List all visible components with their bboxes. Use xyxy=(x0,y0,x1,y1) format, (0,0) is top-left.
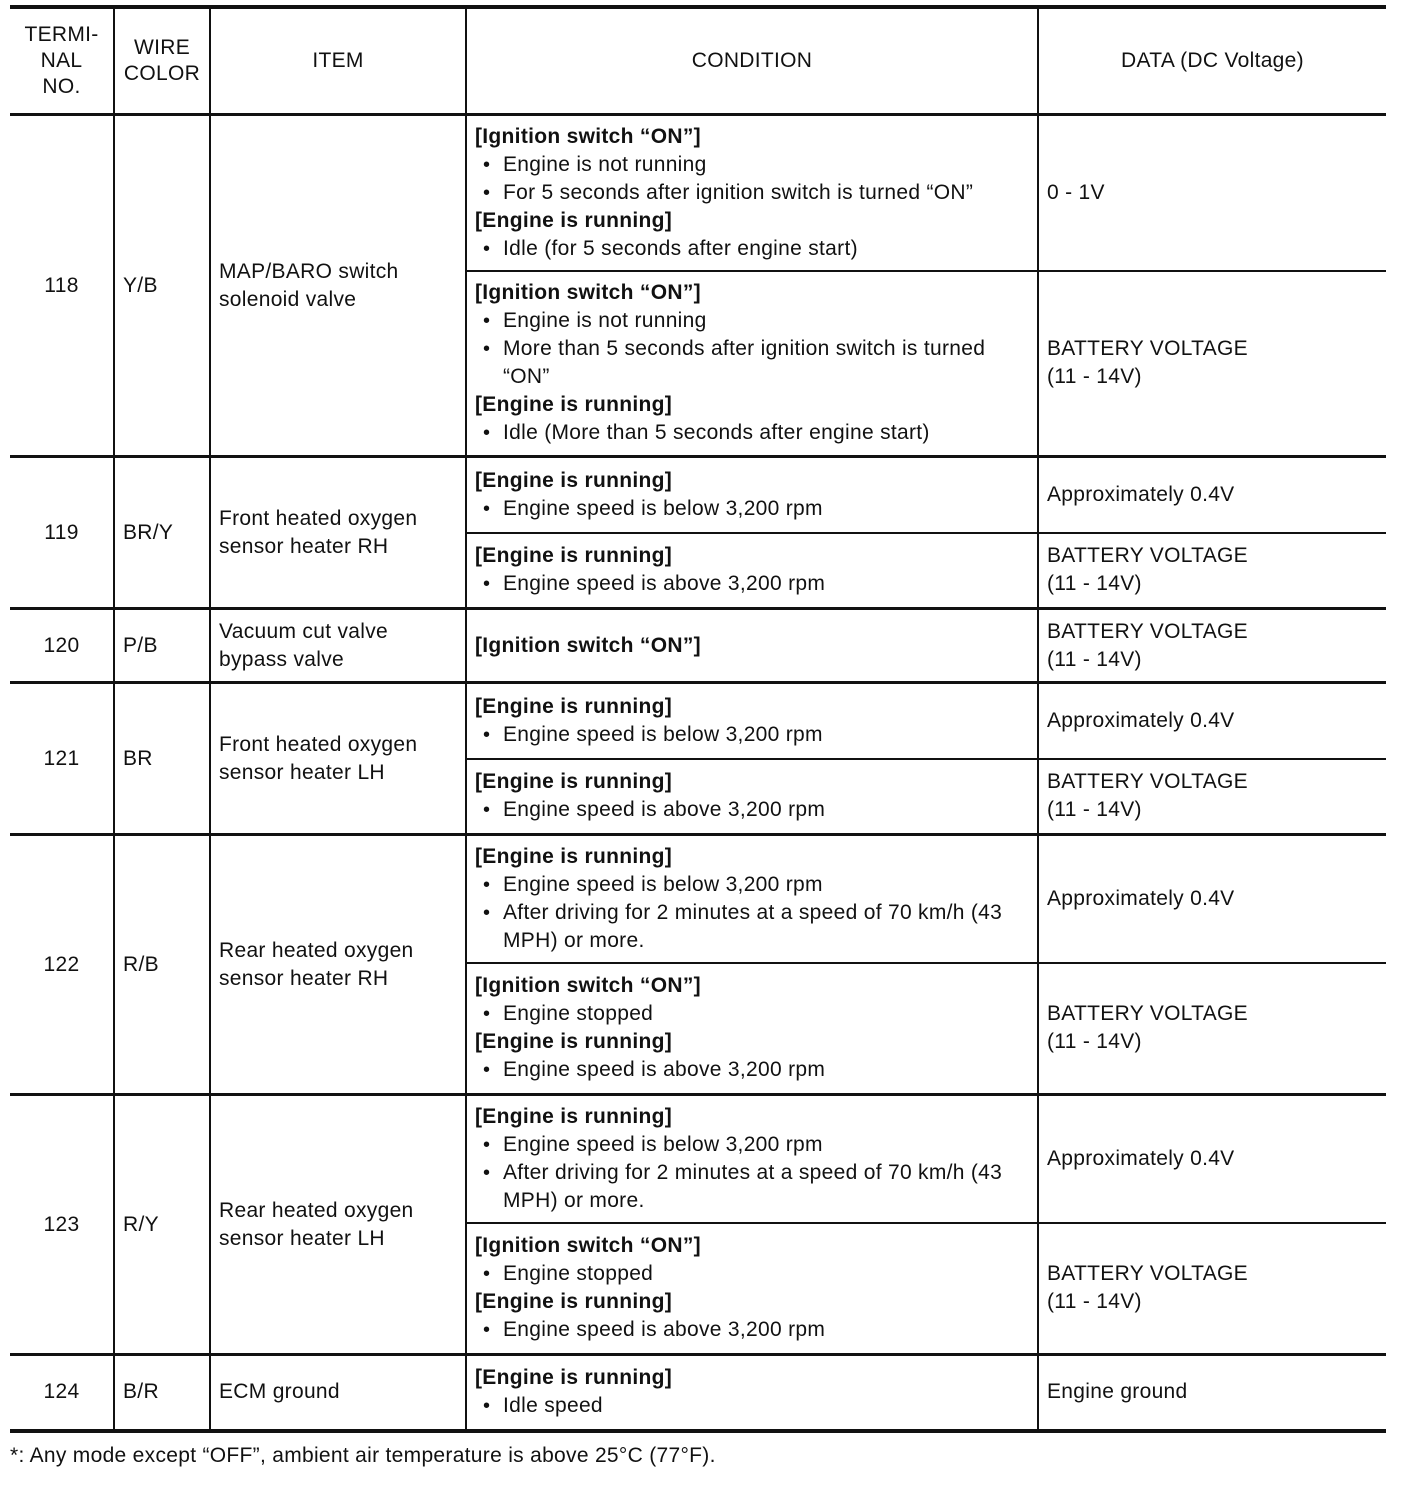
terminal-number: 123 xyxy=(10,1095,114,1355)
item-name: Front heated oxygen sensor heater RH xyxy=(210,457,466,609)
header-item: ITEM xyxy=(210,7,466,115)
condition-cell xyxy=(466,609,1038,683)
condition-item: • Engine speed is below 3,200 rpm xyxy=(475,721,1029,749)
condition-list xyxy=(475,307,1029,391)
condition-cell xyxy=(466,683,1038,759)
table-row xyxy=(10,457,1386,533)
condition-heading: [Ignition switch “ON”] xyxy=(475,1234,701,1258)
table-row xyxy=(10,835,1386,963)
condition-cell xyxy=(466,115,1038,271)
condition-item: • Engine speed is above 3,200 rpm xyxy=(475,570,1029,598)
condition-heading: [Engine is running] xyxy=(475,208,673,232)
condition-item: • Idle (for 5 seconds after engine start) xyxy=(475,235,1029,263)
data-value: Approximately 0.4V xyxy=(1038,835,1386,963)
condition-cell xyxy=(466,457,1038,533)
condition-heading: [Engine is running] xyxy=(475,468,673,492)
table-row xyxy=(10,1355,1386,1431)
condition-cell xyxy=(466,1095,1038,1223)
condition-cell xyxy=(466,963,1038,1095)
wire-color: R/B xyxy=(114,835,210,1095)
header-terminal-no: TERMI- NAL NO. xyxy=(10,7,114,115)
header-data: DATA (DC Voltage) xyxy=(1038,7,1386,115)
condition-item: • Engine stopped xyxy=(475,1000,1029,1028)
condition-item: • Engine speed is below 3,200 rpm xyxy=(475,871,1029,899)
data-value: 0 - 1V xyxy=(1038,115,1386,271)
wire-color: B/R xyxy=(114,1355,210,1431)
condition-heading: [Engine is running] xyxy=(475,1366,673,1390)
header-condition: CONDITION xyxy=(466,7,1038,115)
condition-heading: [Engine is running] xyxy=(475,393,673,417)
condition-heading: [Engine is running] xyxy=(475,1030,673,1054)
condition-item: • Idle speed xyxy=(475,1392,1029,1420)
condition-cell xyxy=(466,835,1038,963)
condition-item: • Idle (More than 5 seconds after engine start) xyxy=(475,419,1029,447)
data-value: BATTERY VOLTAGE (11 - 14V) xyxy=(1038,271,1386,457)
ecm-terminal-table xyxy=(10,5,1386,1433)
condition-heading: [Engine is running] xyxy=(475,1104,673,1128)
condition-heading: [Ignition switch “ON”] xyxy=(475,633,701,657)
condition-cell xyxy=(466,759,1038,835)
condition-list xyxy=(475,871,1029,955)
table-row xyxy=(10,1095,1386,1223)
table-row xyxy=(10,683,1386,759)
terminal-number: 122 xyxy=(10,835,114,1095)
condition-cell xyxy=(466,1223,1038,1355)
wire-color: Y/B xyxy=(114,115,210,457)
wire-color: BR/Y xyxy=(114,457,210,609)
condition-item: • Engine is not running xyxy=(475,151,1029,179)
condition-heading: [Engine is running] xyxy=(475,1290,673,1314)
condition-list xyxy=(475,419,1029,447)
condition-list xyxy=(475,1000,1029,1028)
condition-list xyxy=(475,721,1029,749)
terminal-number: 124 xyxy=(10,1355,114,1431)
condition-item: • Engine is not running xyxy=(475,307,1029,335)
condition-item: • Engine speed is above 3,200 rpm xyxy=(475,1056,1029,1084)
wire-color: BR xyxy=(114,683,210,835)
terminal-number: 118 xyxy=(10,115,114,457)
item-name: MAP/BARO switch solenoid valve xyxy=(210,115,466,457)
condition-item: • Engine speed is above 3,200 rpm xyxy=(475,1316,1029,1344)
condition-heading: [Engine is running] xyxy=(475,844,673,868)
footnote: *: Any mode except “OFF”, ambient air temperature is above 25°C (77°F). xyxy=(10,1443,716,1467)
data-value: Approximately 0.4V xyxy=(1038,457,1386,533)
item-name: Front heated oxygen sensor heater LH xyxy=(210,683,466,835)
condition-heading: [Ignition switch “ON”] xyxy=(475,124,701,148)
table-row xyxy=(10,609,1386,683)
condition-item: • Engine speed is below 3,200 rpm xyxy=(475,1131,1029,1159)
condition-list xyxy=(475,495,1029,523)
table-body xyxy=(10,115,1386,1431)
condition-heading: [Ignition switch “ON”] xyxy=(475,974,701,998)
data-value: BATTERY VOLTAGE (11 - 14V) xyxy=(1038,609,1386,683)
condition-item: • After driving for 2 minutes at a speed of 70 km/h (43 MPH) or more. xyxy=(475,1159,1029,1215)
condition-item: • More than 5 seconds after ignition switch is turned “ON” xyxy=(475,335,1029,391)
terminal-number: 120 xyxy=(10,609,114,683)
item-name: Vacuum cut valve bypass valve xyxy=(210,609,466,683)
header-row xyxy=(10,7,1386,115)
condition-list xyxy=(475,570,1029,598)
condition-item: • Engine speed is below 3,200 rpm xyxy=(475,495,1029,523)
data-value: Engine ground xyxy=(1038,1355,1386,1431)
condition-item: • After driving for 2 minutes at a speed of 70 km/h (43 MPH) or more. xyxy=(475,899,1029,955)
data-value: BATTERY VOLTAGE (11 - 14V) xyxy=(1038,759,1386,835)
terminal-number: 121 xyxy=(10,683,114,835)
table-row xyxy=(10,115,1386,271)
item-name: Rear heated oxygen sensor heater RH xyxy=(210,835,466,1095)
wire-color: P/B xyxy=(114,609,210,683)
condition-list xyxy=(475,1131,1029,1215)
condition-list xyxy=(475,1056,1029,1084)
document xyxy=(10,5,1386,1471)
condition-item: • Engine speed is above 3,200 rpm xyxy=(475,796,1029,824)
condition-heading: [Engine is running] xyxy=(475,544,673,568)
wire-color: R/Y xyxy=(114,1095,210,1355)
condition-heading: [Engine is running] xyxy=(475,770,673,794)
condition-cell xyxy=(466,533,1038,609)
terminal-number: 119 xyxy=(10,457,114,609)
condition-list xyxy=(475,1260,1029,1288)
data-value: Approximately 0.4V xyxy=(1038,1095,1386,1223)
condition-item: • Engine stopped xyxy=(475,1260,1029,1288)
condition-cell xyxy=(466,271,1038,457)
condition-heading: [Ignition switch “ON”] xyxy=(475,281,701,305)
condition-list xyxy=(475,1316,1029,1344)
item-name: Rear heated oxygen sensor heater LH xyxy=(210,1095,466,1355)
item-name: ECM ground xyxy=(210,1355,466,1431)
condition-item: • For 5 seconds after ignition switch is turned “ON” xyxy=(475,179,1029,207)
condition-list xyxy=(475,235,1029,263)
condition-list xyxy=(475,796,1029,824)
data-value: BATTERY VOLTAGE (11 - 14V) xyxy=(1038,533,1386,609)
condition-list xyxy=(475,151,1029,207)
data-value: Approximately 0.4V xyxy=(1038,683,1386,759)
header-wire-color: WIRE COLOR xyxy=(114,7,210,115)
condition-cell xyxy=(466,1355,1038,1431)
condition-list xyxy=(475,1392,1029,1420)
data-value: BATTERY VOLTAGE (11 - 14V) xyxy=(1038,1223,1386,1355)
condition-heading: [Engine is running] xyxy=(475,694,673,718)
data-value: BATTERY VOLTAGE (11 - 14V) xyxy=(1038,963,1386,1095)
